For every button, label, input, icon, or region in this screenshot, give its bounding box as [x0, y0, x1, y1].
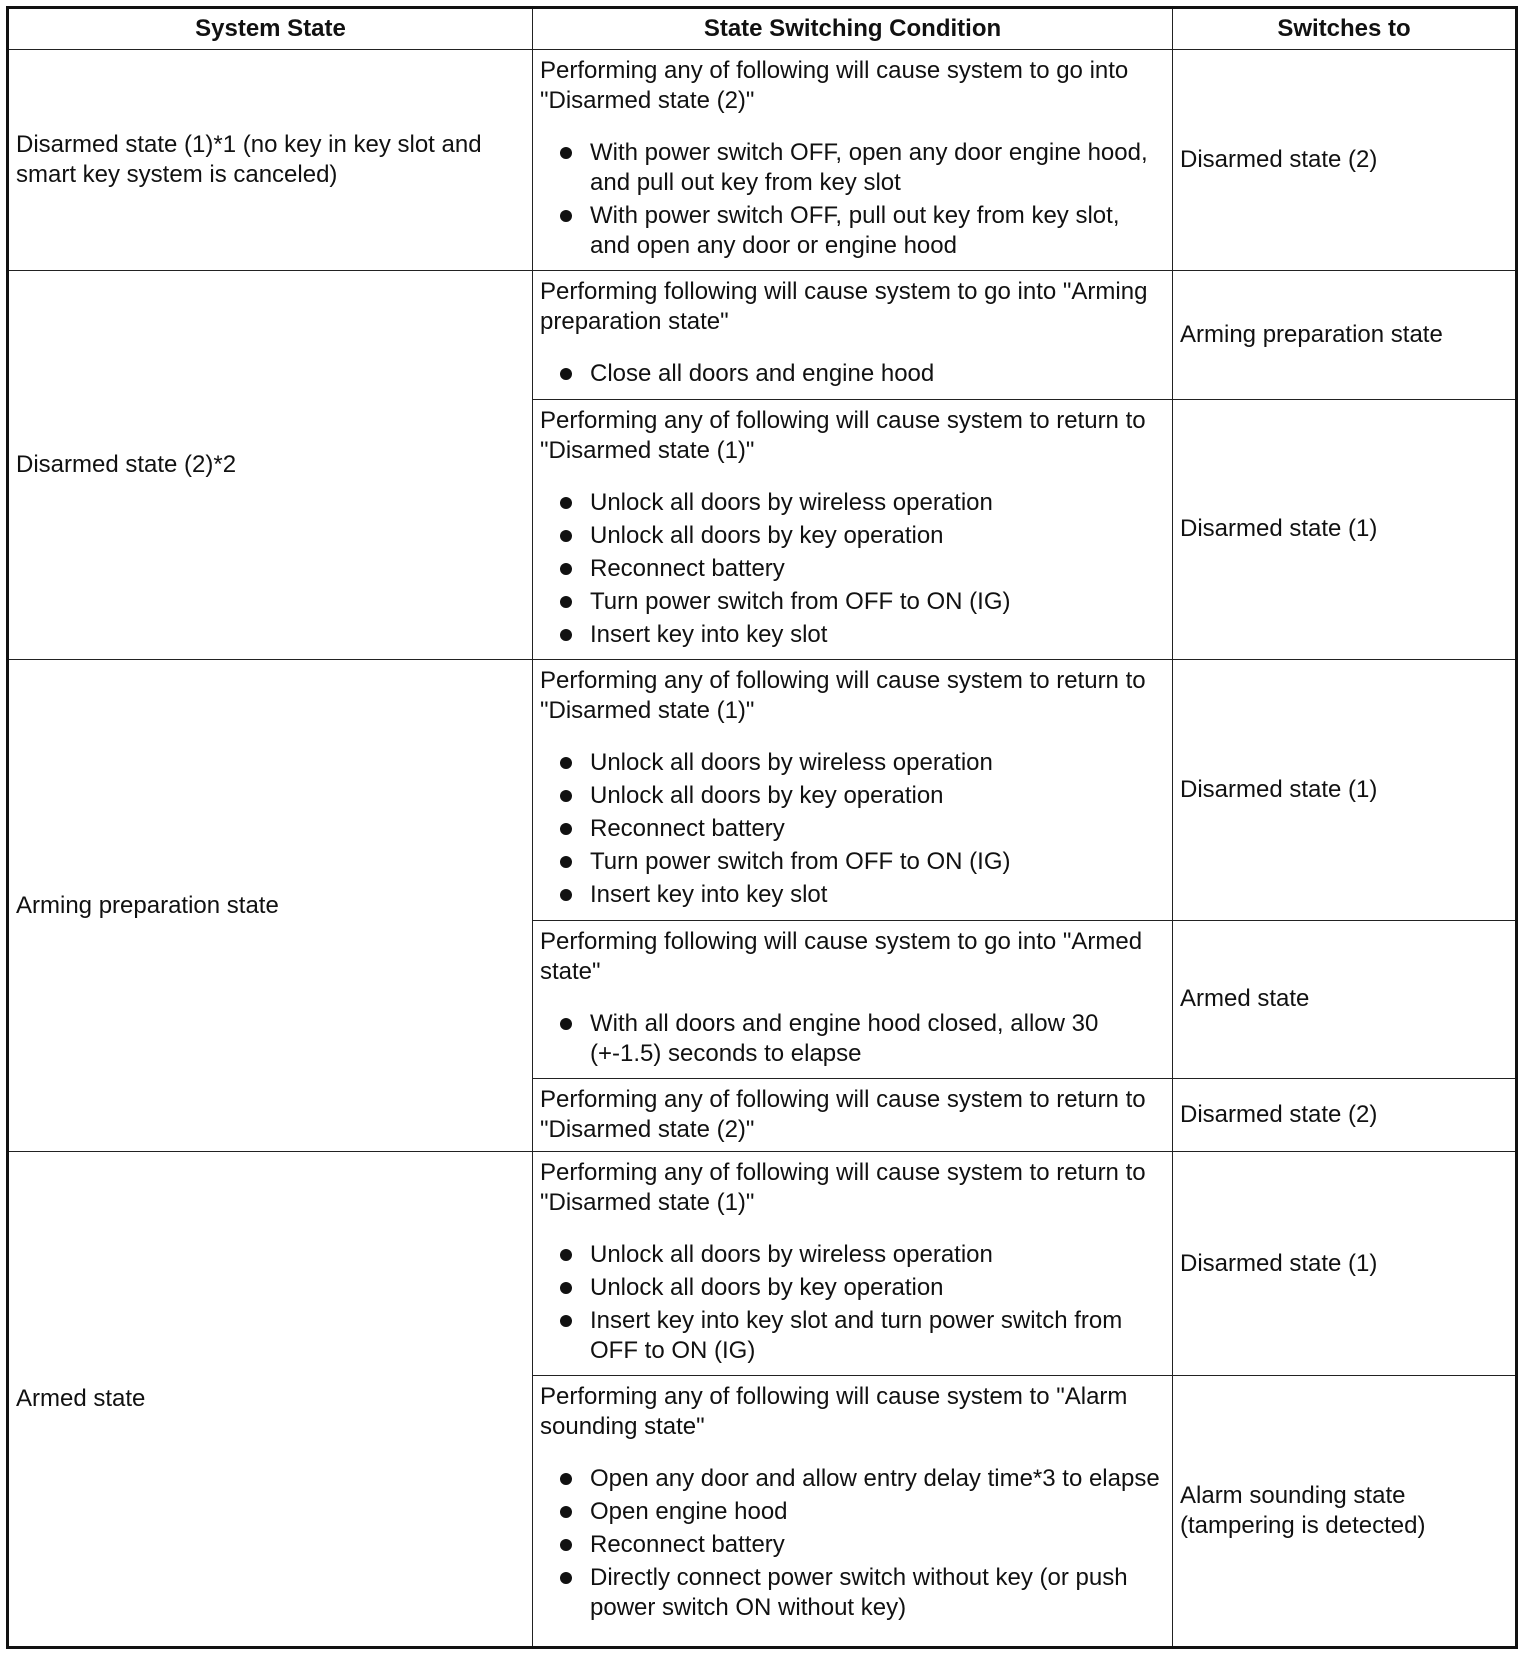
bullet-icon [560, 1473, 572, 1485]
condition-item-text: Unlock all doors by wireless operation [590, 1241, 993, 1269]
condition-item-text: Unlock all doors by key operation [590, 521, 944, 549]
condition-intro: Performing following will cause system to go into "Arming preparation state" [540, 278, 1148, 336]
condition-list [540, 748, 1165, 910]
condition-item [540, 1240, 1165, 1270]
header-switches-to: Switches to [1173, 8, 1517, 50]
condition-intro: Performing any of following will cause system to return to "Disarmed state (1)" [540, 667, 1146, 725]
condition-item-text: Unlock all doors by key operation [590, 782, 944, 810]
table-body [8, 50, 1517, 1648]
condition-list [540, 1464, 1165, 1623]
condition-item-text: Turn power switch from OFF to ON (IG) [590, 587, 1011, 615]
condition-item-text: Open any door and allow entry delay time*3 to elapse [590, 1465, 1160, 1493]
condition-item [540, 1306, 1165, 1366]
condition-cell [533, 1376, 1173, 1648]
bullet-icon [560, 629, 572, 641]
condition-item-text: Reconnect battery [590, 1531, 785, 1559]
switches-to-cell: Disarmed state (1) [1173, 399, 1517, 659]
switches-to-cell: Disarmed state (2) [1173, 50, 1517, 271]
condition-item [540, 521, 1165, 551]
switches-to-cell: Armed state [1173, 920, 1517, 1078]
bullet-icon [560, 497, 572, 509]
bullet-icon [560, 823, 572, 835]
table-row [8, 1152, 1517, 1376]
bullet-icon [560, 1539, 572, 1551]
table-row [8, 660, 1517, 920]
table-row [8, 271, 1517, 399]
condition-item-text: Close all doors and engine hood [590, 360, 935, 388]
condition-intro: Performing any of following will cause system to return to "Disarmed state (1)" [540, 406, 1146, 464]
condition-item-text: Unlock all doors by wireless operation [590, 488, 993, 516]
condition-cell [533, 1078, 1173, 1151]
condition-item-text: With power switch OFF, open any door engine hood, and pull out key from key slot [590, 139, 1148, 196]
condition-item-text: Insert key into key slot and turn power switch from OFF to ON (IG) [590, 1307, 1123, 1365]
bullet-icon [560, 856, 572, 868]
bullet-icon [560, 1018, 572, 1030]
condition-item-text: Reconnect battery [590, 554, 785, 582]
condition-item [540, 748, 1165, 778]
bullet-icon [560, 1506, 572, 1518]
condition-item [540, 1530, 1165, 1560]
bullet-icon [560, 889, 572, 901]
condition-item [540, 488, 1165, 518]
condition-cell [533, 271, 1173, 399]
switches-to-cell: Disarmed state (1) [1173, 660, 1517, 920]
system-state-cell: Armed state [8, 1152, 533, 1648]
switches-to-cell: Arming preparation state [1173, 271, 1517, 399]
condition-item [540, 138, 1165, 198]
bullet-icon [560, 1249, 572, 1261]
condition-intro: Performing following will cause system to go into "Armed state" [540, 927, 1143, 985]
bullet-icon [560, 563, 572, 575]
switches-to-cell: Alarm sounding state (tampering is detected) [1173, 1376, 1517, 1648]
condition-item-text: Insert key into key slot [590, 620, 828, 648]
condition-item [540, 1464, 1165, 1494]
condition-intro: Performing any of following will cause system to return to "Disarmed state (2)" [540, 1085, 1146, 1143]
condition-item-text: Insert key into key slot [590, 881, 828, 909]
condition-item [540, 359, 1165, 389]
bullet-icon [560, 596, 572, 608]
condition-item-text: Unlock all doors by key operation [590, 1274, 944, 1302]
condition-item-text: Unlock all doors by wireless operation [590, 749, 993, 777]
bullet-icon [560, 368, 572, 380]
switches-to-cell: Disarmed state (1) [1173, 1152, 1517, 1376]
bullet-icon [560, 757, 572, 769]
bullet-icon [560, 147, 572, 159]
condition-item [540, 1497, 1165, 1527]
condition-item-text: Reconnect battery [590, 815, 785, 843]
condition-item [540, 781, 1165, 811]
header-row [8, 8, 1517, 50]
condition-item [540, 1273, 1165, 1303]
condition-list [540, 488, 1165, 650]
condition-item [540, 587, 1165, 617]
condition-item [540, 880, 1165, 910]
header-system-state: System State [8, 8, 533, 50]
system-state-cell: Disarmed state (1)*1 (no key in key slot and smart key system is canceled) [8, 50, 533, 271]
state-switching-table [6, 6, 1518, 1649]
header-condition: State Switching Condition [533, 8, 1173, 50]
condition-item-text: Directly connect power switch without key (or push power switch ON without key) [590, 1564, 1128, 1622]
condition-cell [533, 660, 1173, 920]
condition-cell [533, 920, 1173, 1078]
switches-to-cell: Disarmed state (2) [1173, 1078, 1517, 1151]
condition-item-text: With power switch OFF, pull out key from key slot, and open any door or engine hood [590, 202, 1120, 259]
bullet-icon [560, 790, 572, 802]
condition-intro: Performing any of following will cause system to return to "Disarmed state (1)" [540, 1159, 1146, 1217]
table-row [8, 50, 1517, 271]
condition-list [540, 1009, 1165, 1069]
bullet-icon [560, 1572, 572, 1584]
condition-item [540, 620, 1165, 650]
condition-list [540, 138, 1165, 261]
bullet-icon [560, 210, 572, 222]
bullet-icon [560, 1315, 572, 1327]
condition-cell [533, 399, 1173, 659]
condition-item [540, 201, 1165, 261]
condition-cell [533, 1152, 1173, 1376]
condition-list [540, 359, 1165, 389]
condition-item-text: Open engine hood [590, 1498, 788, 1526]
condition-intro: Performing any of following will cause system to "Alarm sounding state" [540, 1383, 1128, 1441]
condition-item [540, 554, 1165, 584]
condition-item-text: With all doors and engine hood closed, allow 30 (+-1.5) seconds to elapse [590, 1009, 1099, 1067]
condition-item [540, 1563, 1165, 1623]
condition-item [540, 1009, 1165, 1069]
system-state-cell: Arming preparation state [8, 660, 533, 1152]
condition-cell [533, 50, 1173, 271]
system-state-cell: Disarmed state (2)*2 [8, 271, 533, 660]
condition-item [540, 847, 1165, 877]
condition-intro: Performing any of following will cause system to go into "Disarmed state (2)" [540, 57, 1129, 114]
bullet-icon [560, 1282, 572, 1294]
condition-item [540, 814, 1165, 844]
condition-list [540, 1240, 1165, 1366]
condition-item-text: Turn power switch from OFF to ON (IG) [590, 848, 1011, 876]
bullet-icon [560, 530, 572, 542]
